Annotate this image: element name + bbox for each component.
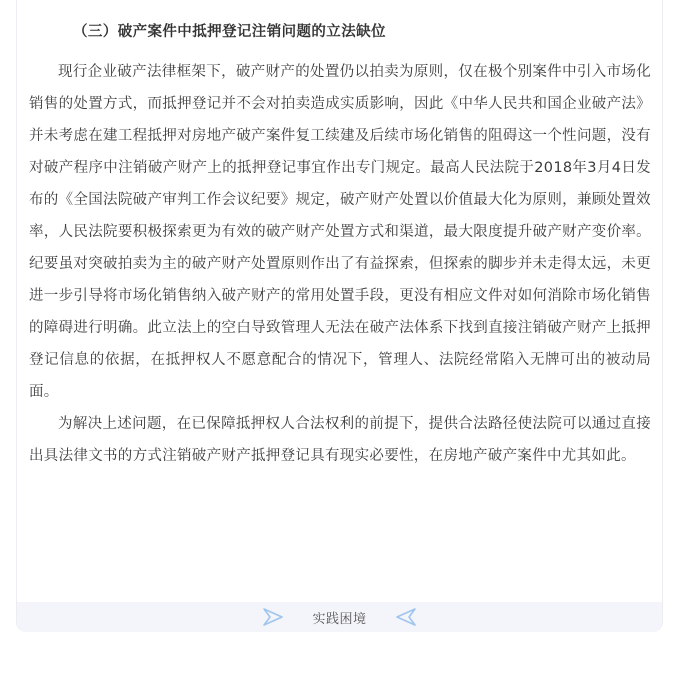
paragraph-2: 为解决上述问题，在已保障抵押权人合法权利的前提下，提供合法路径使法院可以通过直接出具法律文书的方式注销破产财产抵押登记具有现实必要性，在房地产破产案件中尤其如此。 <box>29 416 651 464</box>
footer-label: 实践困境 <box>312 611 367 627</box>
chevron-right-arrow-icon <box>262 606 284 628</box>
paragraph-1: 现行企业破产法律框架下，破产财产的处置仍以拍卖为原则，仅在极个别案件中引入市场化销售的处置方式，而抵押登记并不会对拍卖造成实质影响，因此《中华人民共和国企业破产法》并未考虑在建工程抵押对房地产破产案件复工续建及后续市场化销售的阻碍这一个性问题，没有对破产程序中注销破产财产上的抵押登记事宜作出专门规定。最高人民法院于2018年3月4日发布的《全国法院破产审判工作会议纪要》规定，破产财产处置以价值最大化为原则，兼顾处置效率，人民法院要积极探索更为有效的破产财产处置方式和渠道，最大限度提升破产财产变价率。纪要虽对突破拍卖为主的破产财产处置原则作出了有益探索，但探索的脚步并未走得太远，未更进一步引导将市场化销售纳入破产财产的常用处置手段，更没有相应文件对如何消除市场化销售的障碍进行明确。此立法上的空白导致管理人无法在破产法体系下找到直接注销破产财产上抵押登记信息的依据，在抵押权人不愿意配合的情况下，管理人、法院经常陷入无牌可出的被动局面。 <box>29 64 651 400</box>
chevron-left-arrow-icon <box>395 606 417 628</box>
section-footer-bar <box>17 602 662 632</box>
article-content <box>29 20 651 472</box>
section-heading: （三）破产案件中抵押登记注销问题的立法缺位 <box>73 24 386 40</box>
article-card <box>16 0 663 632</box>
